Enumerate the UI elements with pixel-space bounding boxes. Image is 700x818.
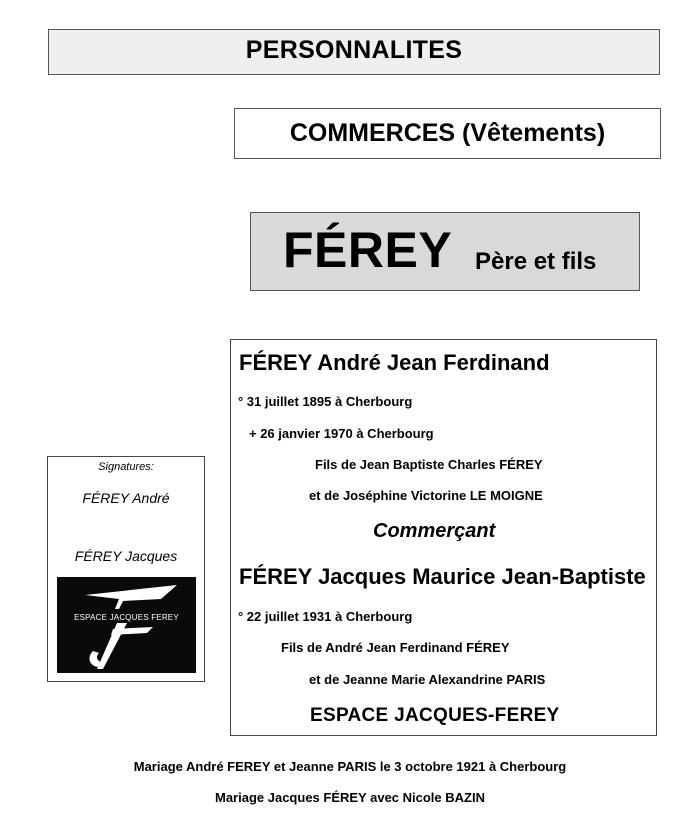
category-box xyxy=(234,108,661,159)
logo-f-icon xyxy=(57,577,196,673)
brand-subtitle: Père et fils xyxy=(475,248,597,275)
person1-mother: et de Joséphine Victorine LE MOIGNE xyxy=(309,488,543,503)
category-label: COMMERCES (Vêtements) xyxy=(289,119,606,147)
person2-mother: et de Jeanne Marie Alexandrine PARIS xyxy=(309,672,546,687)
brand-box xyxy=(250,212,640,291)
person1-name: FÉREY André Jean Ferdinand xyxy=(239,350,550,375)
section-title: PERSONNALITES xyxy=(245,36,463,64)
person2-birth: ° 22 juillet 1931 à Cherbourg xyxy=(238,609,413,624)
espace-ferey-logo xyxy=(57,577,196,673)
person2-name: FÉREY Jacques Maurice Jean-Baptiste xyxy=(239,564,646,589)
marriage-note-1: Mariage André FEREY et Jeanne PARIS le 3 octobre 1921 à Cherbourg xyxy=(133,759,567,774)
signature-andre: FÉREY André xyxy=(82,490,170,506)
marriage-note-2: Mariage Jacques FÉREY avec Nicole BAZIN xyxy=(215,790,485,805)
signatures-box xyxy=(47,456,205,682)
person1-birth: ° 31 juillet 1895 à Cherbourg xyxy=(238,394,413,409)
brand-name: FÉREY xyxy=(283,222,453,278)
shop-name: ESPACE JACQUES-FEREY xyxy=(310,705,560,726)
person1-father: Fils de Jean Baptiste Charles FÉREY xyxy=(315,457,543,472)
person1-death: + 26 janvier 1970 à Cherbourg xyxy=(249,426,434,441)
profession: Commerçant xyxy=(373,520,496,542)
section-banner xyxy=(48,29,660,75)
signatures-title: Signatures: xyxy=(98,461,154,473)
logo-text: ESPACE JACQUES FEREY xyxy=(74,613,179,622)
person2-father: Fils de André Jean Ferdinand FÉREY xyxy=(281,640,510,655)
signature-jacques: FÉREY Jacques xyxy=(74,548,178,564)
biography-box xyxy=(230,339,657,736)
